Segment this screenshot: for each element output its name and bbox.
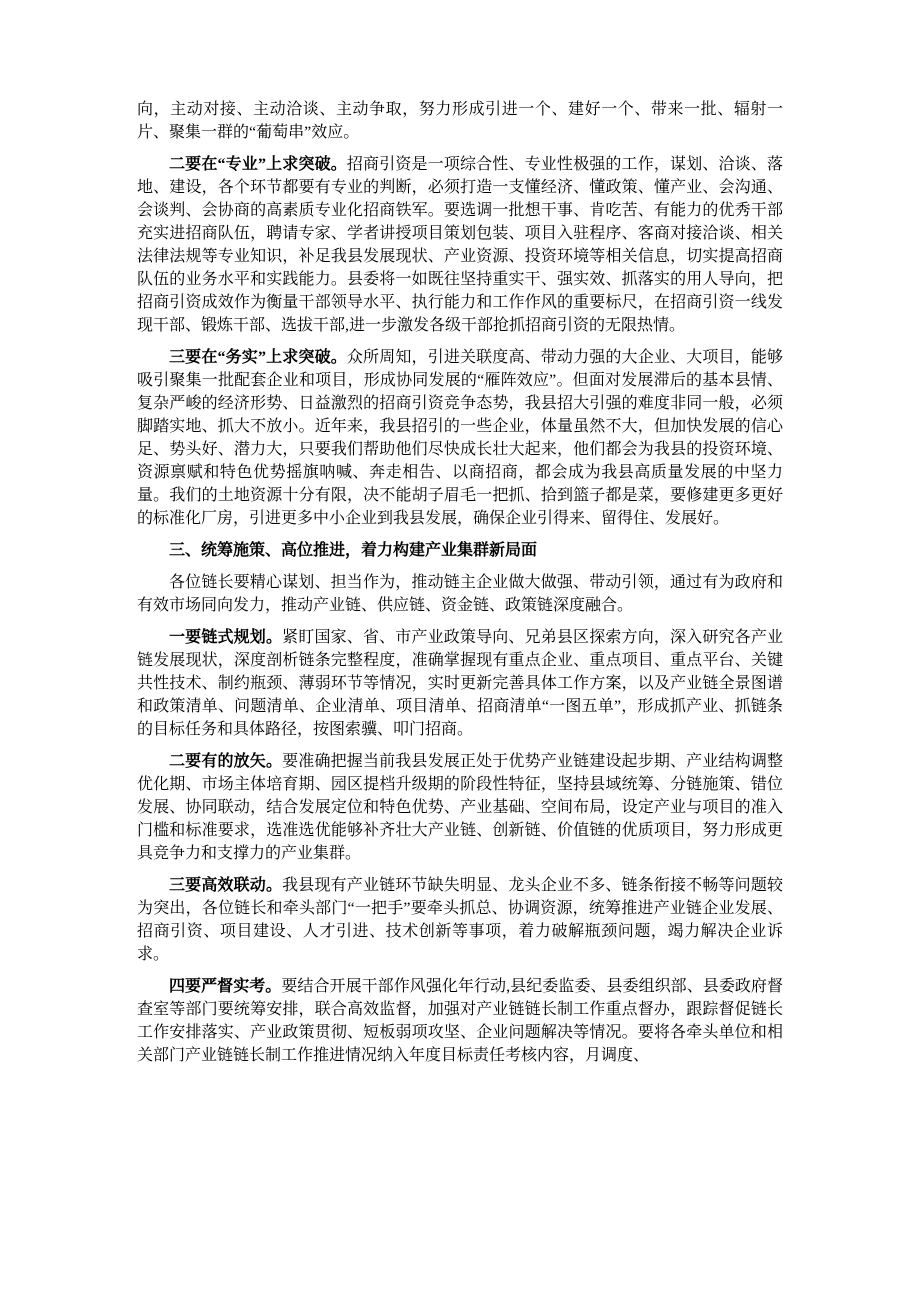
paragraph-lead: 三要高效联动。 [169, 877, 283, 894]
paragraph-text: 向，主动对接、主动洽谈、主动争取，努力形成引进一个、建好一个、带来一批、辐射一片、聚集一群的“葡萄串”效应。 [137, 101, 783, 141]
paragraph [137, 750, 783, 865]
paragraph-text: 要准确把握当前我县发展正处于优势产业链建设起步期、产业结构调整优化期、市场主体培育期、园区提档升级期的阶段性特征，坚持县域统筹、分链施策、错位发展、协同联动，结合发展定位和特色优势、产业基础、空间布局，设定产业与项目的准入门槛和标准要求，选准选优能够补齐壮大产业链、创新链、价值链的优质项目，努力形成更具竞争力和支撑力的产业集群。 [137, 753, 783, 862]
paragraph [137, 626, 783, 741]
paragraph-text: 招商引资是一项综合性、专业性极强的工作，谋划、洽谈、落地、建设，各个环节都要有专业的判断，必须打造一支懂经济、懂政策、懂产业、会沟通、会谈判、会协商的高素质专业化招商铁军。要选调一批想干事、肯吃苦、有能力的优秀干部充实进招商队伍，聘请专家、学者讲授项目策划包装、项目入驻程序、客商对接洽谈、相关法律法规等专业知识，补足我县发展现状、产业资源、投资环境等相关信息，切实提高招商队伍的业务水平和实践能力。县委将一如既往坚持重实干、强实效、抓落实的用人导向，把招商引资成效作为衡量干部领导水平、执行能力和工作作风的重要标尺，在招商引资一线发现干部、锻炼干部、选拔干部,进一步激发各级干部抢抓招商引资的无限热情。 [137, 156, 783, 334]
paragraph [137, 571, 783, 617]
paragraph-text: 我县现有产业链环节缺失明显、龙头企业不多、链条衔接不畅等问题较为突出，各位链长和牵头部门“一把手”要牵头抓总、协调资源，统筹推进产业链企业发展、招商引资、项目建设、人才引进、技术创新等事项，着力破解瓶颈问题，竭力解决企业诉求。 [137, 877, 783, 963]
paragraph-text: 众所周知，引进关联度高、带动力强的大企业、大项目，能够吸引聚集一批配套企业和项目，形成协同发展的“雁阵效应”。但面对发展滞后的基本县情、复杂严峻的经济形势、日益激烈的招商引资竞争态势，我县招大引强的难度非同一般，必须脚踏实地、抓大不放小。近年来，我县招引的一些企业，体量虽然不大，但加快发展的信心足、势头好、潜力大，只要我们帮助他们尽快成长壮大起来，他们都会为我县的投资环境、资源禀赋和特色优势摇旗呐喊、奔走相告、以商招商，都会成为我县高质量发展的中坚力量。我们的土地资源十分有限，决不能胡子眉毛一把抓、拾到篮子都是菜，要修建更多更好的标准化厂房，引进更多中小企业到我县发展，确保企业引得来、留得住、发展好。 [137, 349, 783, 527]
paragraph-lead: 二要在“专业”上求突破。 [169, 156, 347, 173]
paragraph-lead: 二要有的放矢。 [169, 753, 283, 770]
paragraph-continuation [137, 98, 783, 144]
section-heading-text: 三、统筹施策、高位推进，着力构建产业集群新局面 [169, 542, 538, 559]
paragraph [137, 975, 783, 1067]
section-heading [137, 539, 783, 562]
paragraph-text: 各位链长要精心谋划、担当作为，推动链主企业做大做强、带动引领，通过有为政府和有效市场同向发力，推动产业链、供应链、资金链、政策链深度融合。 [137, 574, 783, 614]
paragraph-lead: 三要在“务实”上求突破。 [169, 349, 347, 366]
paragraph [137, 874, 783, 966]
paragraph-text: 紧盯国家、省、市产业政策导向、兄弟县区探索方向，深入研究各产业链发展现状，深度剖析链条完整程度，准确掌握现有重点企业、重点项目、重点平台、关键共性技术、制约瓶颈、薄弱环节等情况，实时更新完善具体工作方案，以及产业链全景图谱和政策清单、问题清单、企业清单、项目清单、招商清单“一图五单”，形成抓产业、抓链条的目标任务和具体路径，按图索骥、叩门招商。 [137, 629, 783, 738]
paragraph-text: 要结合开展干部作风强化年行动,县纪委监委、县委组织部、县委政府督查室等部门要统筹安排，联合高效监督，加强对产业链链长制工作重点督办，跟踪督促链长工作安排落实、产业政策贯彻、短板弱项攻坚、企业问题解决等情况。要将各牵头单位和相关部门产业链链长制工作推进情况纳入年度目标责任考核内容，月调度、 [137, 978, 783, 1064]
paragraph [137, 346, 783, 530]
paragraph-lead: 一要链式规划。 [169, 629, 283, 646]
paragraph-lead: 四要严督实考。 [169, 978, 282, 995]
paragraph [137, 153, 783, 337]
